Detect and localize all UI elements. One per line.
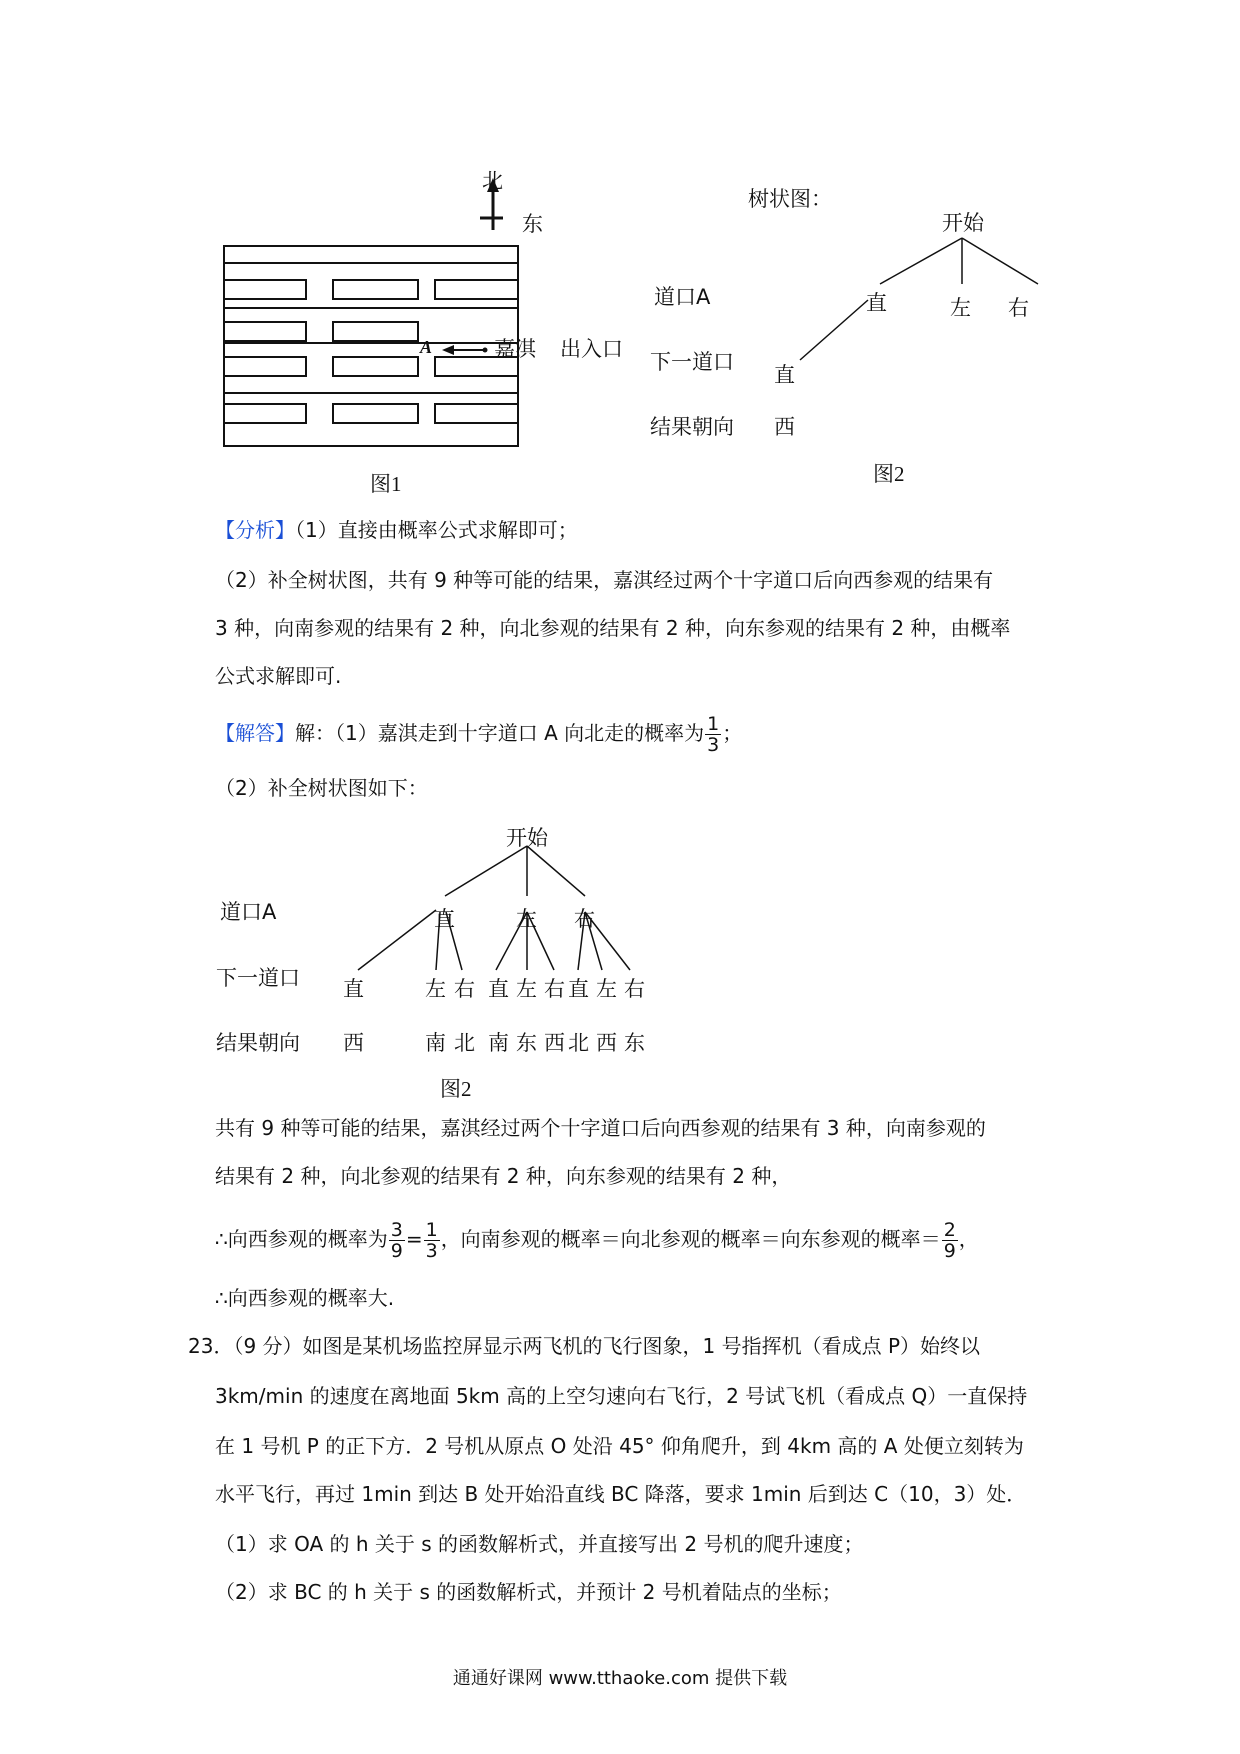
tree-node-l2: 直 (343, 977, 364, 1001)
tree-node-l3: 西 (774, 415, 795, 439)
tree-node-l3: 北 (454, 1031, 475, 1055)
conclusion-line-3: ∴向西参观的概率为 $\frac{3}{9}$ = $\frac{1}{3}$ ，向南参观的概率＝向北参观的概率＝向东参观的概率＝ $\frac{2}{9}$ ， (215, 1219, 979, 1262)
figure-1-map (210, 160, 630, 460)
tree-node-l1: 右 (1008, 296, 1029, 320)
analysis-tag: 【分析】 (215, 518, 295, 542)
tree-node-l3: 南 (488, 1031, 509, 1055)
figure-3-tree (340, 840, 660, 980)
tree-row-label-result: 结果朝向 (650, 415, 734, 439)
tree-row-label-result: 结果朝向 (216, 1031, 300, 1055)
tree-node-l3: 北 (568, 1031, 589, 1055)
tree-node-l3: 南 (425, 1031, 446, 1055)
problem-23-question-2: （2）求 BC 的 h 关于 s 的函数解析式，并预计 2 号机着陆点的坐标； (215, 1580, 842, 1604)
tree-node-l2: 右 (544, 977, 565, 1001)
tree-node-l1: 左 (950, 296, 971, 320)
direction-arrow (442, 345, 488, 355)
compass-north-label: 北 (482, 169, 503, 193)
tree-node-l2: 右 (454, 977, 475, 1001)
fraction: $\frac{3}{9}$ (390, 1219, 403, 1262)
tree-node-l3: 西 (544, 1031, 565, 1055)
analysis-line-2: （2）补全树状图，共有 9 种等可能的结果，嘉淇经过两个十字道口后向西参观的结果有 (215, 568, 994, 592)
answer-line-1: 【解答】解：（1）嘉淇走到十字道口 A 向北走的概率为 $\frac{1}{3}$ ； (215, 713, 743, 756)
tree-node-l2: 左 (425, 977, 446, 1001)
tree-node-l2: 左 (596, 977, 617, 1001)
entrance-label: 出入口 (560, 337, 623, 361)
tree-node-l1: 直 (434, 907, 455, 931)
problem-23-line-3: 在 1 号机 P 的正下方．2 号机从原点 O 处沿 45° 仰角爬升，到 4km 高的 A 处便立刻转为 (215, 1434, 1024, 1458)
block-map (224, 246, 518, 446)
point-a-label: A (420, 337, 433, 357)
analysis-line-4: 公式求解即可. (215, 664, 342, 688)
tree-node-l1: 直 (866, 291, 887, 315)
problem-23-line-2: 3km/min 的速度在离地面 5km 高的上空匀速向右飞行，2 号试飞机（看成点 Q）一直保持 (215, 1384, 1028, 1408)
figure-1-caption: 图1 (370, 472, 402, 496)
tree-node-l2: 直 (488, 977, 509, 1001)
conclusion-line-1: 共有 9 种等可能的结果，嘉淇经过两个十字道口后向西参观的结果有 3 种，向南参观的 (215, 1116, 986, 1140)
tree-row-label-next: 下一道口 (650, 350, 734, 374)
problem-23-question-1: （1）求 OA 的 h 关于 s 的函数解析式，并直接写出 2 号机的爬升速度； (215, 1532, 864, 1556)
tree-node-l3: 东 (516, 1031, 537, 1055)
fraction: $\frac{1}{3}$ (425, 1219, 438, 1262)
tree-root: 开始 (506, 826, 548, 850)
conclusion-line-2: 结果有 2 种，向北参观的结果有 2 种，向东参观的结果有 2 种， (215, 1164, 792, 1188)
tree-node-l3: 东 (624, 1031, 645, 1055)
tree-node-l1: 左 (516, 907, 537, 931)
page-footer: 通通好课网 www.tthaoke.com 提供下载 (452, 1668, 788, 1689)
figure-3-caption: 图2 (440, 1077, 472, 1101)
answer-line-2: （2）补全树状图如下： (215, 776, 428, 800)
tree-row-label-next: 下一道口 (216, 966, 300, 990)
person-label: 嘉淇 (494, 337, 536, 361)
tree-row-label-junction: 道口A (220, 900, 277, 924)
problem-23-line-1: 23．（9 分）如图是某机场监控屏显示两飞机的飞行图象，1 号指挥机（看成点 P）始终以 (188, 1334, 981, 1358)
compass-east-label: 东 (522, 212, 543, 236)
tree-node-l2: 右 (624, 977, 645, 1001)
figure-2-caption: 图2 (873, 462, 905, 486)
tree-node-l3: 西 (343, 1031, 364, 1055)
tree-row-label-junction: 道口A (654, 285, 711, 309)
fraction: $\frac{2}{9}$ (943, 1219, 956, 1262)
tree-node-l2: 直 (774, 363, 795, 387)
analysis-line-3: 3 种，向南参观的结果有 2 种，向北参观的结果有 2 种，向东参观的结果有 2 种，由概率 (215, 616, 1011, 640)
problem-23-line-4: 水平飞行，再过 1min 到达 B 处开始沿直线 BC 降落，要求 1min 后到达 C（10，3）处． (215, 1482, 1027, 1506)
tree-root: 开始 (942, 211, 984, 235)
conclusion-line-4: ∴向西参观的概率大. (215, 1286, 395, 1310)
tree-node-l2: 直 (568, 977, 589, 1001)
fraction: $\frac{1}{3}$ (707, 713, 720, 756)
figure-2-tree (780, 230, 1080, 380)
answer-tag: 【解答】 (215, 721, 295, 745)
tree-node-l3: 西 (596, 1031, 617, 1055)
analysis-line-1: 【分析】（1）直接由概率公式求解即可； (215, 518, 578, 542)
tree-node-l2: 左 (516, 977, 537, 1001)
tree-node-l1: 右 (574, 907, 595, 931)
tree-title: 树状图： (748, 187, 832, 211)
